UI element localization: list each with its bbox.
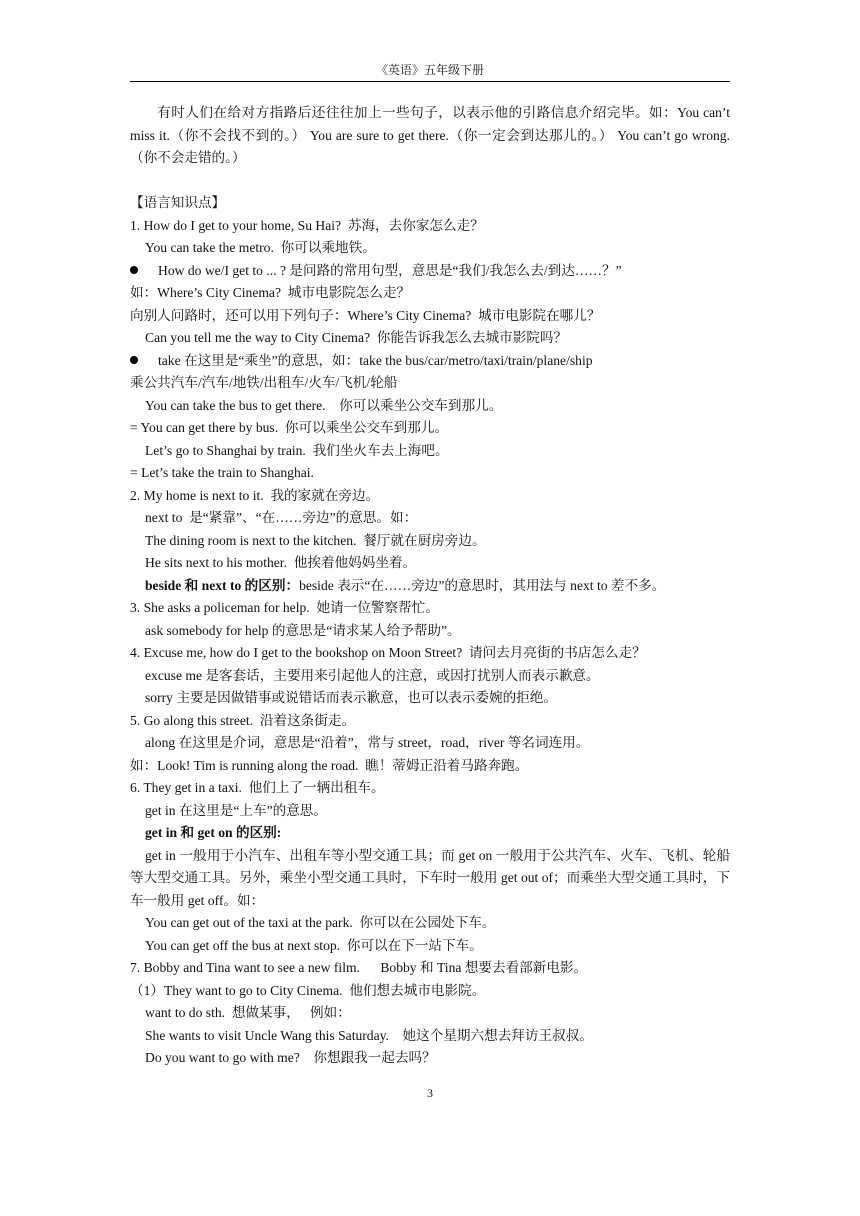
note-line: ask somebody for help 的意思是“请求某人给予帮助”。 [145, 622, 461, 638]
example-sentence: = Let’s take the train to Shanghai. [130, 465, 314, 480]
bullet-text: How do we/I get to ... ? 是问路的常用句型，意思是“我们/我怎么去/到达……？” [158, 262, 622, 278]
note-line: get in 在这里是“上车”的意思。 [145, 802, 327, 818]
note-line: excuse me 是客套话，主要用来引起他人的注意，或因打扰别人而表示歉意。 [145, 667, 600, 683]
point-3-heading: 3. She asks a policeman for help. 她请一位警察帮忙。 [130, 600, 439, 615]
page-header: 《英语》五年级下册 [375, 63, 484, 77]
note-line: next to 是“紧靠”、“在……旁边”的意思。如： [145, 510, 418, 525]
note-line: 向别人问路时，还可以用下列句子：Where’s City Cinema? 城市电影院在哪儿？ [130, 307, 601, 323]
sub-point-heading: （1）They want to go to City Cinema. 他们想去城市电影院。 [130, 982, 486, 998]
point-4-heading: 4. Excuse me, how do I get to the bookshop on Moon Street? 请问去月亮街的书店怎么走？ [130, 645, 646, 660]
point-1-heading: 1. How do I get to your home, Su Hai? 苏海，去你家怎么走？ [130, 217, 484, 233]
example-sentence: You can take the metro. 你可以乘地铁。 [145, 240, 376, 255]
note-line: sorry 主要是因做错事或说错话而表示歉意，也可以表示委婉的拒绝。 [145, 690, 557, 705]
document-body [130, 102, 730, 1070]
translation-line: 乘公共汽车/汽车/地铁/出租车/火车/飞机/轮船 [130, 375, 398, 390]
example-sentence: The dining room is next to the kitchen. 餐厅就在厨房旁边。 [145, 532, 486, 548]
point-7-heading: 7. Bobby and Tina want to see a new film. Bobby 和 Tina 想要去看部新电影。 [130, 960, 588, 975]
page-number: 3 [427, 1086, 433, 1100]
bullet-text: take 在这里是“乘坐”的意思，如：take the bus/car/metro/taxi/train/plane/ship [158, 352, 593, 368]
example-sentence: You can get out of the taxi at the park. 你可以在公园处下车。 [145, 915, 496, 930]
point-6-heading: 6. They get in a taxi. 他们上了一辆出租车。 [130, 780, 385, 795]
example-sentence: You can take the bus to get there. 你可以乘坐公交车到那儿。 [145, 397, 503, 413]
example-sentence: She wants to visit Uncle Wang this Saturday. 她这个星期六想去拜访王叔叔。 [145, 1027, 593, 1043]
bullet-item [130, 260, 730, 283]
example-sentence: He sits next to his mother. 他挨着他妈妈坐着。 [145, 555, 417, 570]
point-5-heading: 5. Go along this street. 沿着这条街走。 [130, 712, 356, 728]
comparison-text: beside 表示“在……旁边”的意思时，其用法与 next to 差不多。 [299, 577, 666, 593]
comparison-title: get in 和 get on 的区别: [145, 825, 282, 840]
note-line: want to do sth. 想做某事， 例如： [145, 1005, 351, 1020]
comparison-title: beside 和 next to 的区别： [145, 577, 300, 593]
intro-paragraph: 有时人们在给对方指路后还往往加上一些句子，以表示他的引路信息介绍完毕。如：You can’t miss it.（你不会找不到的。） You are sure to get there.（你一定会到达那儿的。） You can’t go wrong.（你不会走错的。） [130, 105, 730, 165]
example-sentence: Can you tell me the way to City Cinema? 你能告诉我怎么去城市影院吗？ [145, 330, 568, 345]
section-title: 【语言知识点】 [130, 195, 226, 210]
bullet-item [130, 350, 730, 373]
example-sentence: Let’s go to Shanghai by train. 我们坐火车去上海吧。 [145, 442, 449, 458]
comparison-note [130, 575, 730, 598]
comparison-paragraph: get in 一般用于小汽车、出租车等小型交通工具；而 get on 一般用于公共汽车、火车、飞机、轮船等大型交通工具。另外，乘坐小型交通工具时，下车时一般用 get out of；而乘坐大型交通工具时，下车一般用 get off。如： [130, 847, 730, 908]
example-sentence: = You can get there by bus. 你可以乘坐公交车到那儿。 [130, 420, 449, 435]
bullet-icon [130, 356, 138, 364]
example-sentence: You can get off the bus at next stop. 你可以在下一站下车。 [145, 937, 483, 953]
example-sentence: 如：Look! Tim is running along the road. 瞧！蒂姆正沿着马路奔跑。 [130, 757, 529, 773]
example-sentence: 如：Where’s City Cinema? 城市电影院怎么走？ [130, 285, 411, 300]
spacer [130, 170, 730, 193]
bullet-icon [130, 266, 138, 274]
example-sentence: Do you want to go with me? 你想跟我一起去吗？ [145, 1050, 436, 1065]
header-divider [130, 81, 730, 82]
note-line: along 在这里是介词，意思是“沿着”，常与 street，road，river 等名词连用。 [145, 735, 590, 750]
point-2-heading: 2. My home is next to it. 我的家就在旁边。 [130, 487, 380, 503]
